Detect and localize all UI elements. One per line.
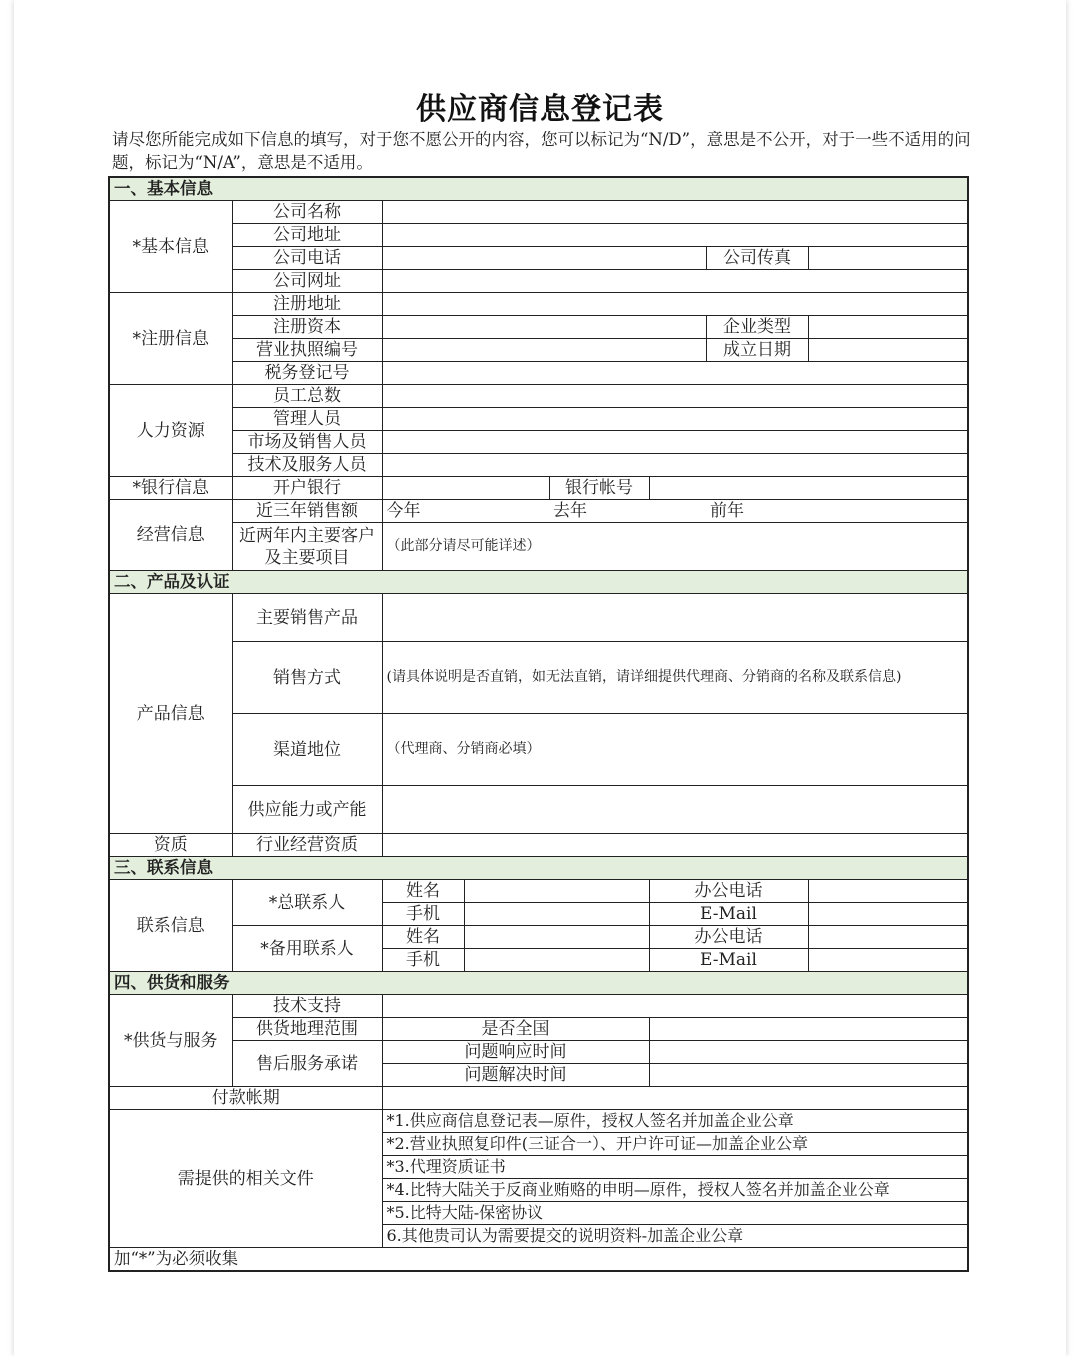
field-tax-no[interactable] <box>382 362 968 385</box>
label-main-products: 主要销售产品 <box>232 594 382 642</box>
group-label-product: 产品信息 <box>109 594 232 834</box>
doc-item: 6.其他贵司认为需要提交的说明资料-加盖企业公章 <box>382 1225 968 1248</box>
field-response-time[interactable] <box>649 1041 968 1064</box>
intro-text: 请尽您所能完成如下信息的填写，对于您不愿公开的内容，您可以标记为“N/D”，意思是不公开，对于一些不适用的问题，标记为“N/A”，意思是不适用。 <box>112 130 971 172</box>
field-last-year[interactable]: 去年 <box>549 500 706 523</box>
label-payment-term: 付款帐期 <box>109 1087 382 1110</box>
field-capacity[interactable] <box>382 786 968 834</box>
group-label-registration: *注册信息 <box>109 293 232 385</box>
doc-item: *4.比特大陆关于反商业贿赂的申明—原件，授权人签名并加盖企业公章 <box>382 1179 968 1202</box>
label-managers: 管理人员 <box>232 408 382 431</box>
label-office-phone: 办公电话 <box>649 880 808 903</box>
label-reg-capital: 注册资本 <box>232 316 382 339</box>
label-main-clients: 近两年内主要客户及主要项目 <box>232 523 382 571</box>
field-qualification[interactable] <box>382 834 968 857</box>
doc-item: *3.代理资质证书 <box>382 1156 968 1179</box>
label-company-fax: 公司传真 <box>706 247 808 270</box>
field-nationwide[interactable] <box>649 1018 968 1041</box>
label-mobile: 手机 <box>382 903 464 926</box>
label-license-no: 营业执照编号 <box>232 339 382 362</box>
label-sales-method: 销售方式 <box>232 642 382 714</box>
field-founded[interactable] <box>808 339 968 362</box>
label-response-time: 问题响应时间 <box>382 1041 649 1064</box>
section-title: 二、产品及认证 <box>109 571 968 594</box>
field-channel[interactable]: （代理商、分销商必填） <box>382 714 968 786</box>
field-tech-staff[interactable] <box>382 454 968 477</box>
footnote: 加“*”为必须收集 <box>109 1248 968 1272</box>
label-capacity: 供应能力或产能 <box>232 786 382 834</box>
field-primary-mobile[interactable] <box>464 903 649 926</box>
section-title: 一、基本信息 <box>109 177 968 201</box>
field-company-name[interactable] <box>382 201 968 224</box>
label-sales-staff: 市场及销售人员 <box>232 431 382 454</box>
field-managers[interactable] <box>382 408 968 431</box>
field-bank-name[interactable] <box>382 477 549 500</box>
section-title: 三、联系信息 <box>109 857 968 880</box>
doc-item: *5.比特大陆-保密协议 <box>382 1202 968 1225</box>
label-office-phone: 办公电话 <box>649 926 808 949</box>
group-label-basic: *基本信息 <box>109 201 232 293</box>
label-founded: 成立日期 <box>706 339 808 362</box>
group-label-operation: 经营信息 <box>109 500 232 571</box>
field-company-website[interactable] <box>382 270 968 293</box>
group-label-hr: 人力资源 <box>109 385 232 477</box>
field-backup-office-phone[interactable] <box>808 926 968 949</box>
field-primary-office-phone[interactable] <box>808 880 968 903</box>
label-reg-address: 注册地址 <box>232 293 382 316</box>
field-resolve-time[interactable] <box>649 1064 968 1087</box>
label-email: E-Mail <box>649 949 808 972</box>
label-supply-area: 供货地理范围 <box>232 1018 382 1041</box>
field-primary-email[interactable] <box>808 903 968 926</box>
group-label-contact: 联系信息 <box>109 880 232 972</box>
label-bank-account: 银行帐号 <box>549 477 649 500</box>
label-required-docs: 需提供的相关文件 <box>109 1110 382 1248</box>
supplier-form-table <box>108 176 969 1272</box>
field-company-phone[interactable] <box>382 247 706 270</box>
label-channel: 渠道地位 <box>232 714 382 786</box>
label-backup-contact: *备用联系人 <box>232 926 382 972</box>
field-reg-capital[interactable] <box>382 316 706 339</box>
field-prev-year[interactable]: 前年 <box>706 500 968 523</box>
label-name: 姓名 <box>382 880 464 903</box>
field-company-type[interactable] <box>808 316 968 339</box>
label-nationwide: 是否全国 <box>382 1018 649 1041</box>
label-email: E-Mail <box>649 903 808 926</box>
group-label-bank: *银行信息 <box>109 477 232 500</box>
section-header-basic <box>109 177 968 201</box>
field-sales-method[interactable]: (请具体说明是否直销，如无法直销，请详细提供代理商、分销商的名称及联系信息) <box>382 642 968 714</box>
field-bank-account[interactable] <box>649 477 968 500</box>
doc-item: *1.供应商信息登记表—原件，授权人签名并加盖企业公章 <box>382 1110 968 1133</box>
label-tax-no: 税务登记号 <box>232 362 382 385</box>
label-company-phone: 公司电话 <box>232 247 382 270</box>
label-tech-staff: 技术及服务人员 <box>232 454 382 477</box>
group-label-qualification: 资质 <box>109 834 232 857</box>
field-sales-staff[interactable] <box>382 431 968 454</box>
label-primary-contact: *总联系人 <box>232 880 382 926</box>
label-company-type: 企业类型 <box>706 316 808 339</box>
label-tech-support: 技术支持 <box>232 995 382 1018</box>
label-company-website: 公司网址 <box>232 270 382 293</box>
label-total-staff: 员工总数 <box>232 385 382 408</box>
page-title: 供应商信息登记表 <box>416 92 664 127</box>
label-company-name: 公司名称 <box>232 201 382 224</box>
field-company-fax[interactable] <box>808 247 968 270</box>
field-license-no[interactable] <box>382 339 706 362</box>
field-primary-name[interactable] <box>464 880 649 903</box>
field-reg-address[interactable] <box>382 293 968 316</box>
group-label-supply: *供货与服务 <box>109 995 232 1087</box>
label-resolve-time: 问题解决时间 <box>382 1064 649 1087</box>
label-sales-3yr: 近三年销售额 <box>232 500 382 523</box>
field-this-year[interactable]: 今年 <box>382 500 549 523</box>
field-main-clients[interactable]: （此部分请尽可能详述） <box>382 523 968 571</box>
field-main-products[interactable] <box>382 594 968 642</box>
field-backup-email[interactable] <box>808 949 968 972</box>
label-qualification: 行业经营资质 <box>232 834 382 857</box>
label-mobile: 手机 <box>382 949 464 972</box>
field-company-address[interactable] <box>382 224 968 247</box>
doc-item: *2.营业执照复印件(三证合一）、开户许可证—加盖企业公章 <box>382 1133 968 1156</box>
field-total-staff[interactable] <box>382 385 968 408</box>
label-company-address: 公司地址 <box>232 224 382 247</box>
section-title: 四、供货和服务 <box>109 972 968 995</box>
field-backup-name[interactable] <box>464 926 649 949</box>
label-name: 姓名 <box>382 926 464 949</box>
field-payment-term[interactable] <box>382 1087 968 1110</box>
label-bank-name: 开户银行 <box>232 477 382 500</box>
label-after-sales: 售后服务承诺 <box>232 1041 382 1087</box>
field-backup-mobile[interactable] <box>464 949 649 972</box>
field-tech-support[interactable] <box>382 995 968 1018</box>
